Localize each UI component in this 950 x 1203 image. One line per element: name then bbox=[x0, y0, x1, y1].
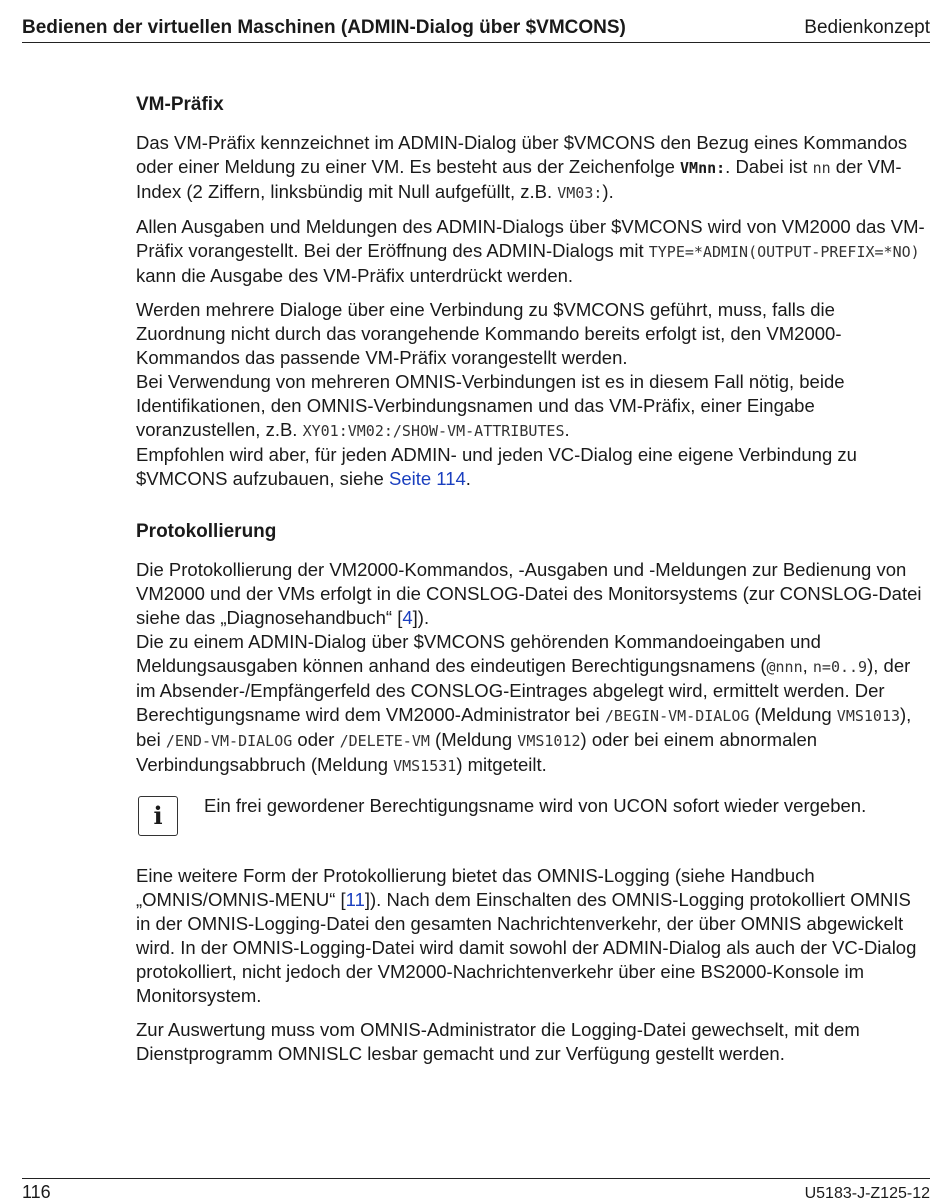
code-delete-vm: /DELETE-VM bbox=[339, 732, 430, 750]
reference-link-4[interactable]: 4 bbox=[402, 607, 413, 628]
text: (Meldung bbox=[429, 729, 518, 750]
paragraph-vm-praefix-2 bbox=[136, 215, 926, 288]
code-vms1013: VMS1013 bbox=[836, 707, 901, 725]
link-seite-114[interactable]: Seite 114 bbox=[388, 468, 466, 489]
text: Zur Auswertung muss vom OMNIS-Administrator die Logging-Datei gewechselt, mit dem Dienstprogramm OMNISLC lesbar gemacht und zur Verfügung gestellt werden. bbox=[136, 1019, 860, 1064]
page-header bbox=[22, 14, 930, 43]
code-vms1012: VMS1012 bbox=[517, 732, 581, 750]
text: ), bei bbox=[136, 704, 912, 750]
text: kann die Ausgabe des VM-Präfix unterdrückt werden. bbox=[136, 265, 574, 286]
main-content bbox=[136, 92, 926, 1076]
code-vmnn: VMnn: bbox=[680, 159, 726, 177]
text: Werden mehrere Dialoge über eine Verbindung zu $VMCONS geführt, muss, falls die Zuordnung nicht durch das vorangehende Kommando bereits erfolgt ist, den VM2000-Kommandos das passende VM-Präfix vorangestellt werden. bbox=[136, 299, 842, 368]
heading-vm-praefix: VM-Präfix bbox=[136, 94, 224, 115]
text: Empfohlen wird aber, für jeden ADMIN- und jeden VC-Dialog eine eigene Verbindung zu $VMCONS aufzubauen, siehe bbox=[136, 444, 857, 489]
text: (Meldung bbox=[749, 704, 837, 725]
code-end-vm-dialog: /END-VM-DIALOG bbox=[165, 732, 293, 750]
info-note bbox=[136, 794, 926, 838]
text: Das VM-Präfix kennzeichnet im ADMIN-Dialog über $VMCONS den Bezug eines Kommandos oder einer Meldung zu einer VM. Es besteht aus der Zeichenfolge bbox=[136, 132, 908, 177]
page-footer bbox=[22, 1178, 930, 1202]
code-vm03: VM03: bbox=[557, 184, 603, 202]
text: . bbox=[564, 419, 570, 440]
text: ]). Nach dem Einschalten des OMNIS-Logging protokolliert OMNIS in der OMNIS-Logging-Datei den gesamten Nachrichtenverkehr, der über OMNIS abgewickelt wird. In der OMNIS-Logging-Datei wird damit sowohl der ADMIN-Dialog als auch der VC-Dialog protokolliert, nicht jedoch der VM2000-Nachrichtenverkehr über eine BS2000-Konsole im Monitorsystem. bbox=[136, 889, 917, 1006]
paragraph-protokollierung-1 bbox=[136, 558, 926, 778]
section-title: Bedienkonzept bbox=[804, 17, 930, 38]
info-note-text: Ein frei gewordener Berechtigungsname wird von UCON sofort wieder vergeben. bbox=[204, 795, 867, 816]
text: oder bbox=[292, 729, 340, 750]
text: . Dabei ist bbox=[725, 156, 813, 177]
heading-protokollierung: Protokollierung bbox=[136, 521, 277, 542]
code-nn: nn bbox=[812, 159, 831, 177]
text: ) mitgeteilt. bbox=[456, 754, 547, 775]
code-n-range: n=0..9 bbox=[812, 658, 868, 676]
text: der VM-Index (2 Ziffern, linksbündig mit Null aufgefüllt, z.B. bbox=[136, 156, 902, 202]
text: Die Protokollierung der VM2000-Kommandos, -Ausgaben und -Meldungen zur Bedienung von VM2000 und der VMs erfolgt in die CONSLOG-Datei des Monitorsystems (zur CONSLOG-Datei siehe das „Diagnosehandbuch“ [ bbox=[136, 559, 922, 628]
paragraph-protokollierung-3 bbox=[136, 1018, 926, 1066]
text: ). bbox=[602, 181, 614, 202]
reference-link-11[interactable]: 11 bbox=[345, 889, 365, 910]
text: ]). bbox=[412, 607, 430, 628]
text: Die zu einem ADMIN-Dialog über $VMCONS gehörenden Kommandoeingaben und Meldungsausgaben können anhand des eindeutigen Berechtigungsnamens ( bbox=[136, 631, 821, 676]
text: ), der im Absender-/Empfängerfeld des CONSLOG-Eintrages abgelegt wird, ermittelt werden. Der Berechtigungsname wird dem VM2000-Administrator bei bbox=[136, 655, 911, 725]
code-nnn: @nnn bbox=[766, 658, 803, 676]
code-begin-vm-dialog: /BEGIN-VM-DIALOG bbox=[604, 707, 750, 725]
code-show-vm-attributes: XY01:VM02:/SHOW-VM-ATTRIBUTES bbox=[302, 422, 565, 440]
text: Allen Ausgaben und Meldungen des ADMIN-Dialogs über $VMCONS wird von VM2000 das VM-Präfix vorangestellt. Bei der Eröffnung des ADMIN-Dialogs mit bbox=[136, 216, 925, 261]
document-id: U5183-J-Z125-12 bbox=[804, 1185, 930, 1202]
paragraph-vm-praefix-1 bbox=[136, 131, 926, 205]
text: Bei Verwendung von mehreren OMNIS-Verbindungen ist es in diesem Fall nötig, beide Identifikationen, den OMNIS-Verbindungsnamen und das VM-Präfix, einer Eingabe voranzustellen, z.B. bbox=[136, 371, 845, 440]
paragraph-vm-praefix-3 bbox=[136, 298, 926, 491]
code-type-admin: TYPE=*ADMIN(OUTPUT-PREFIX=*NO) bbox=[648, 243, 920, 261]
text: , bbox=[802, 655, 813, 676]
chapter-title: Bedienen der virtuellen Maschinen (ADMIN-Dialog über $VMCONS) bbox=[22, 17, 626, 38]
text: Eine weitere Form der Protokollierung bietet das OMNIS-Logging (siehe Handbuch „OMNIS/OMNIS-MENU“ [ bbox=[136, 865, 815, 910]
text: . bbox=[465, 468, 471, 489]
text: ) oder bei einem abnormalen Verbindungsabbruch (Meldung bbox=[136, 729, 818, 775]
page-number: 116 bbox=[22, 1182, 51, 1202]
paragraph-protokollierung-2 bbox=[136, 864, 926, 1008]
info-icon: i bbox=[138, 796, 178, 836]
code-vms1531: VMS1531 bbox=[393, 757, 457, 775]
